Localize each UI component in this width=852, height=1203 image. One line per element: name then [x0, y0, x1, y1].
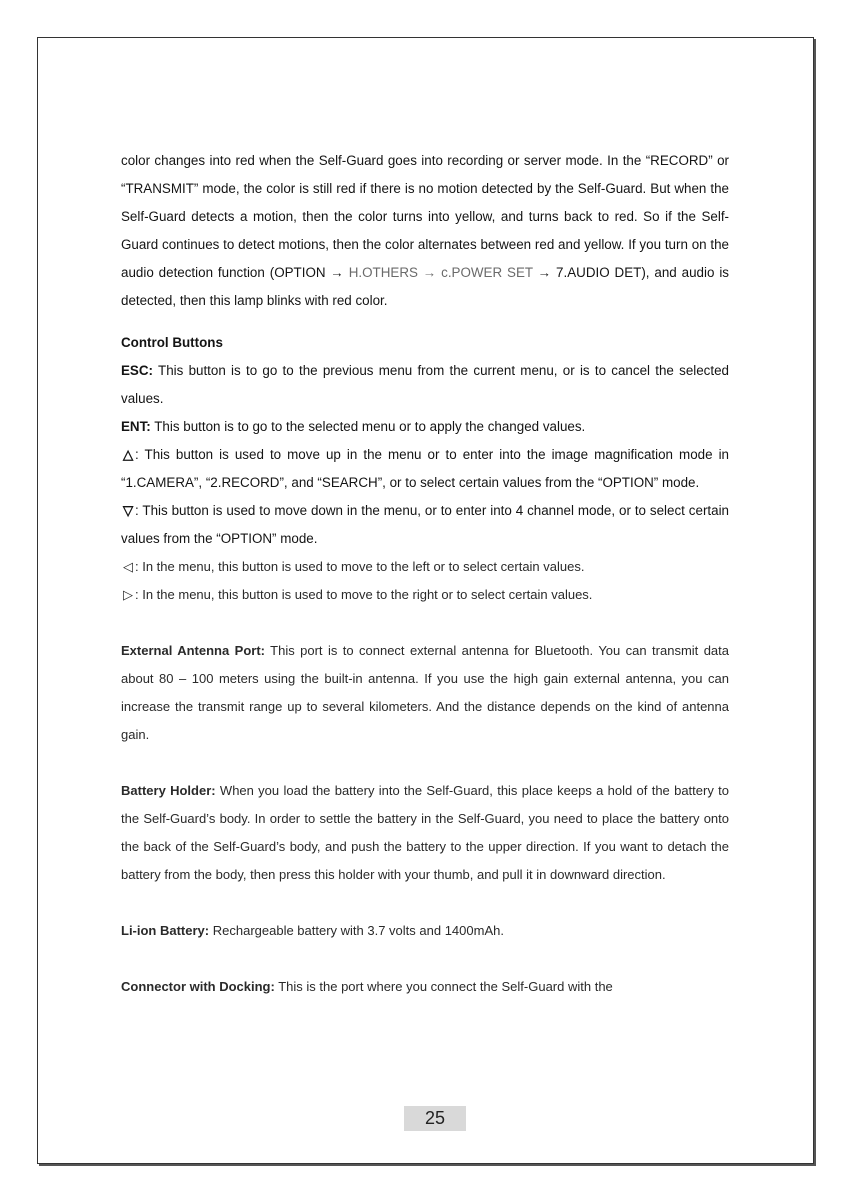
lamp-text-start: color changes into red when the Self-Guard goes into recording or server mode. In the “RECORD” or “TRANSMIT” mode, the color is still red if there is no motion detected by the Self-Guard. But when the Self-Guard detects a motion, then the color turns into yellow, and turns back to red. So if the Self-Guard continues to detect motions, then the color alternates between red and yellow. If you turn on the audio detection function (OPTION →	[121, 153, 729, 280]
down-text: : This button is used to move down in the menu, or to enter into 4 channel mode, or to select certain values from the “OPTION” mode.	[121, 503, 729, 546]
lamp-text-end: → 7.AUDIO DET), and audio is detected, then this lamp blinks with red color.	[121, 265, 729, 308]
spacer	[121, 609, 729, 637]
antenna-label: External Antenna Port:	[121, 643, 265, 658]
battery-holder-label: Battery Holder:	[121, 783, 216, 798]
ent-button-description	[121, 413, 729, 441]
spacer	[121, 945, 729, 973]
connector-label: Connector with Docking:	[121, 979, 275, 994]
antenna-port-description	[121, 637, 729, 749]
up-button-description	[121, 441, 729, 497]
down-button-description	[121, 497, 729, 553]
manual-body	[121, 147, 729, 1001]
li-ion-label: Li-ion Battery:	[121, 923, 210, 938]
down-triangle-icon: ▽	[122, 503, 134, 518]
lower-section	[121, 553, 729, 1001]
left-button-description	[121, 553, 729, 581]
ent-label: ENT:	[121, 419, 151, 434]
battery-holder-description	[121, 777, 729, 889]
esc-button-description	[121, 357, 729, 413]
left-triangle-icon: ◁	[123, 559, 133, 574]
esc-label: ESC:	[121, 363, 153, 378]
spacer	[121, 749, 729, 777]
right-button-description	[121, 581, 729, 609]
li-ion-battery-description	[121, 917, 729, 945]
right-triangle-icon: ▷	[123, 587, 133, 602]
paragraph-status-lamp	[121, 147, 729, 315]
esc-text: This button is to go to the previous menu from the current menu, or is to cancel the selected values.	[121, 363, 729, 406]
li-ion-text: Rechargeable battery with 3.7 volts and 1400mAh.	[209, 923, 504, 938]
connector-description	[121, 973, 729, 1001]
menu-path: H.OTHERS → c.POWER SET	[348, 265, 533, 280]
right-text: : In the menu, this button is used to move to the right or to select certain values.	[135, 587, 593, 602]
up-triangle-icon: △	[122, 447, 134, 462]
battery-holder-text: When you load the battery into the Self-Guard, this place keeps a hold of the battery to the Self-Guard’s body. In order to settle the battery in the Self-Guard, you need to place the battery onto the back of the Self-Guard’s body, and push the battery to the upper direction. If you want to detach the battery from the body, then press this holder with your thumb, and pull it in downward direction.	[121, 783, 729, 882]
control-buttons-heading	[121, 329, 729, 357]
connector-text: This is the port where you connect the Self-Guard with the	[274, 979, 613, 994]
up-text: : This button is used to move up in the menu or to enter into the image magnification mode in “1.CAMERA”, “2.RECORD”, and “SEARCH”, or to select certain values from the “OPTION” mode.	[121, 447, 729, 490]
antenna-text: This port is to connect external antenna for Bluetooth. You can transmit data about 80 – 100 meters using the built-in antenna. If you use the high gain external antenna, you can increase the transmit range up to several kilometers. And the distance depends on the kind of antenna gain.	[121, 643, 730, 742]
heading-text: Control Buttons	[121, 335, 223, 350]
spacer	[121, 315, 729, 329]
left-text: : In the menu, this button is used to move to the left or to select certain values.	[135, 559, 585, 574]
spacer	[121, 889, 729, 917]
ent-text: This button is to go to the selected menu or to apply the changed values.	[150, 419, 586, 434]
page-number: 25	[404, 1106, 466, 1131]
